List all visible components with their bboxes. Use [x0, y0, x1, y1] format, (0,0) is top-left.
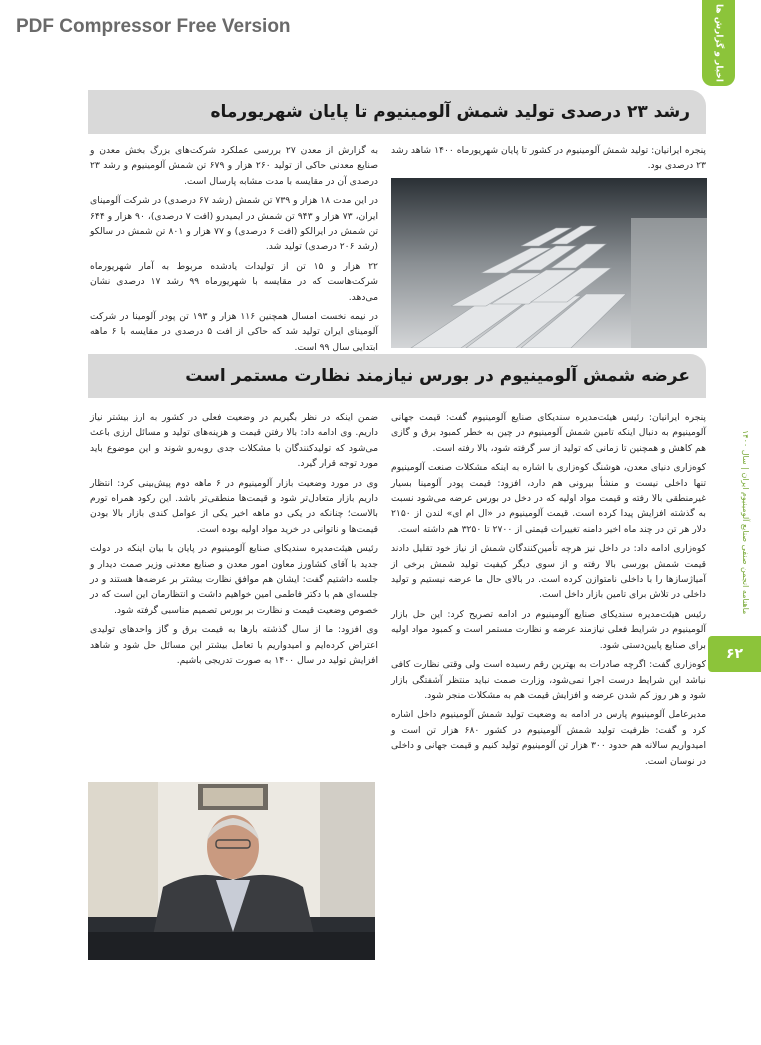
paragraph: پنجره ایرانیان: تولید شمش آلومینیوم در کشور تا پایان شهریورماه ۱۴۰۰ شاهد رشد ۲۳ درصدی بود.	[391, 145, 706, 172]
executive-portrait-photo	[88, 782, 375, 960]
article1-title: رشد ۲۳ درصدی تولید شمش آلومینیوم تا پایان شهریورماه	[210, 102, 690, 122]
article1-col-left	[90, 143, 378, 359]
article2-title: عرضه شمش آلومینیوم در بورس نیازمند نظارت مستمر است	[185, 366, 690, 386]
paragraph: در نیمه نخست امسال همچنین ۱۱۶ هزار و ۱۹۳ تن پودر آلومینا در شرکت آلومینای ایران تولید شد که حاکی از افت ۵ درصدی در مقایسه با ۶ ماهه ابتدایی سال ۹۹ است.	[90, 311, 378, 353]
spine-caption	[741, 430, 755, 615]
article2-col-right	[391, 410, 706, 773]
portrait-illustration	[88, 782, 375, 960]
paragraph: به گزارش از معدن ۲۷ بررسی عملکرد شرکت‌های بزرگ بخش معدن و صنایع معدنی حاکی از تولید ۲۶۰ هزار و ۶۷۹ تن شمش آلومینیوم و رشد ۲۳ درصدی آن در مقایسه با مدت مشابه پارسال است.	[90, 145, 379, 187]
paragraph: کوه‌زاری ادامه داد: در داخل نیز هرچه تأمین‌کنندگان شمش از نیاز خود تقلیل دادند قیمت شمش بورسی بالا رفته و از سوی دیگر کیفیت تولید شمش برخی از آمیاژسازها را با داخلی نامتوازن کرده است. در بالای حال ما عرضه نیستیم و تولید داخلی در تلاش برای تامین بازار داخل است.	[391, 543, 706, 601]
paragraph: وی افزود: ما از سال گذشته بارها به قیمت برق و گاز واحدهای تولیدی اعتراض کرده‌ایم و امیدواریم با تعامل بیشتر این مسائل حل شود و شاهد افزایش تولید در سال ۱۴۰۰ به صورت تدریجی باشیم.	[90, 624, 378, 667]
page-number: ۶۲	[708, 636, 761, 672]
paragraph: ۲۲ هزار و ۱۵ تن از تولیدات یادشده مربوط به آمار شهریورماه شرکت‌هاست که در مقایسه با شهریورماه ۹۹ رشد ۱۷ درصدی نشان می‌دهد.	[90, 260, 378, 303]
paragraph: ضمن اینکه در نظر بگیریم در وضعیت فعلی در کشور به ارز بیشتر نیاز داریم. وی ادامه داد: بالا رفتن قیمت و هزینه‌های تولید و مسائل ارزی باعث می‌شود که تولیدکنندگان با مشکلات جدی روبه‌رو شوند و این موضوع باید مورد توجه قرار گیرد.	[90, 412, 378, 470]
paragraph: رئیس هیئت‌مدیره سندیکای صنایع آلومینیوم در پایان با بیان اینکه در دولت جدید با آقای کشاورز معاون امور معدن و صنایع معدنی وزیر صمت دیدار و جلسه داشتیم گفت: ایشان هم موافق نظارت بیشتر بر عرضه‌ها هستند و در جلسه‌ای هم با دکتر فاطمی امین خواهیم داشت و انتظارمان این است که در خصوص وضعیت قیمت و نظارت بر بورس تصمیم مناسبی گرفته شود.	[90, 543, 378, 616]
paragraph: پنجره ایرانیان: رئیس هیئت‌مدیره سندیکای صنایع آلومینیوم گفت: قیمت جهانی آلومینیوم به دنبال اینکه تامین شمش آلومینیوم در چین به خطر کمبود برق و گازی هم کاهش و همچنین تا زمانی که تولید از سر گرفته شود، بالا رفته است.	[391, 412, 706, 454]
paragraph: مدیرعامل آلومینیوم پارس در ادامه به وضعیت تولید شمش آلومینیوم داخل اشاره کرد و گفت: ظرفیت تولید شمش آلومینیوم در کشور ۶۸۰ هزار تن است و امیدواریم سالانه هم حدود ۳۰۰ هزار تن آلومینیوم تولید کنیم و قیمت جهانی و داخلی در نوسان است.	[391, 709, 707, 767]
section-tab	[702, 0, 735, 86]
article1-title-bar	[88, 90, 706, 134]
article2-col-left	[90, 410, 378, 673]
aluminium-ingots-photo	[391, 178, 707, 348]
ingots-illustration	[391, 178, 707, 348]
article2-title-bar	[88, 354, 706, 398]
paragraph: وی در مورد وضعیت بازار آلومینیوم در ۶ ماهه دوم پیش‌بینی کرد: انتظار داریم بازار متعادل‌تر شود و قیمت‌ها منطقی‌تر باشد. این رکود همراه تورم بالاست؛ چنانکه در یکی دو ماهه اخیر یکی از عوامل کندی بازار بالا بودن قیمت‌ها و ناتوانی در خرید مواد اولیه بوده است.	[90, 477, 378, 535]
section-tab-label: اخبار و گزارش ها	[713, 4, 724, 82]
paragraph: کوه‌زاری گفت: اگرچه صادرات به بهترین رقم رسیده است ولی وقتی نظارت کافی نباشد این شرایط درست اجرا نمی‌شود، وزارت صمت نباید منتظر آشفتگی بازار شود و هر روز کم شدن عرضه و افزایش قیمت هم به مشکلات منجر شود.	[391, 659, 706, 701]
paragraph: در این مدت ۱۸ هزار و ۷۳۹ تن شمش (رشد ۶۷ درصدی) در شرکت آلومینای ایران، ۷۳ هزار و ۹۴۳ تن شمش در ایمیدرو (افت ۷ درصدی)، ۹۰ هزار و ۶۴۴ تن شمش در ایرالکو (افت ۶ درصدی) و ۷۷ هزار و ۸۰۱ تن شمش در سالکو (رشد ۲۰۶ درصدی) تولید شد.	[90, 195, 379, 253]
article1-col-right	[391, 143, 706, 178]
paragraph: کوه‌زاری دنیای معدن، هوشنگ کوه‌زاری با اشاره به اینکه مشکلات صنعت آلومینیوم تنها داخلی نیست و منشأ بیرونی هم دارد، افزود: قیمت پودر آلومینا بسیار غیرمنطقی بالا رفته و قیمت مواد اولیه که در دخل در بورس عرضه می‌شود نسبت به گذشته افزایش پیدا کرده است. قیمت آلومینیوم در «ال ام ای» لندن از ۲۱۵۰ دلار هر تن در چند ماه اخیر دامنه تغییرات قیمتی از ۲۷۰۰ تا ۳۲۵۰ هم داشته است.	[391, 462, 706, 535]
spine-text: ماهنامه انجمن صنفی صنایع آلومینیوم ایران | سال ۱۴۰۰	[741, 430, 750, 615]
paragraph: رئیس هیئت‌مدیره سندیکای صنایع آلومینیوم در ادامه تصریح کرد: این حل بازار آلومینیوم در شرایط فعلی نیازمند عرضه و نظارت مستمر است و کمبود مواد اولیه برای صنایع پایین‌دستی شود.	[391, 608, 706, 651]
watermark-text: PDF Compressor Free Version	[16, 16, 291, 37]
